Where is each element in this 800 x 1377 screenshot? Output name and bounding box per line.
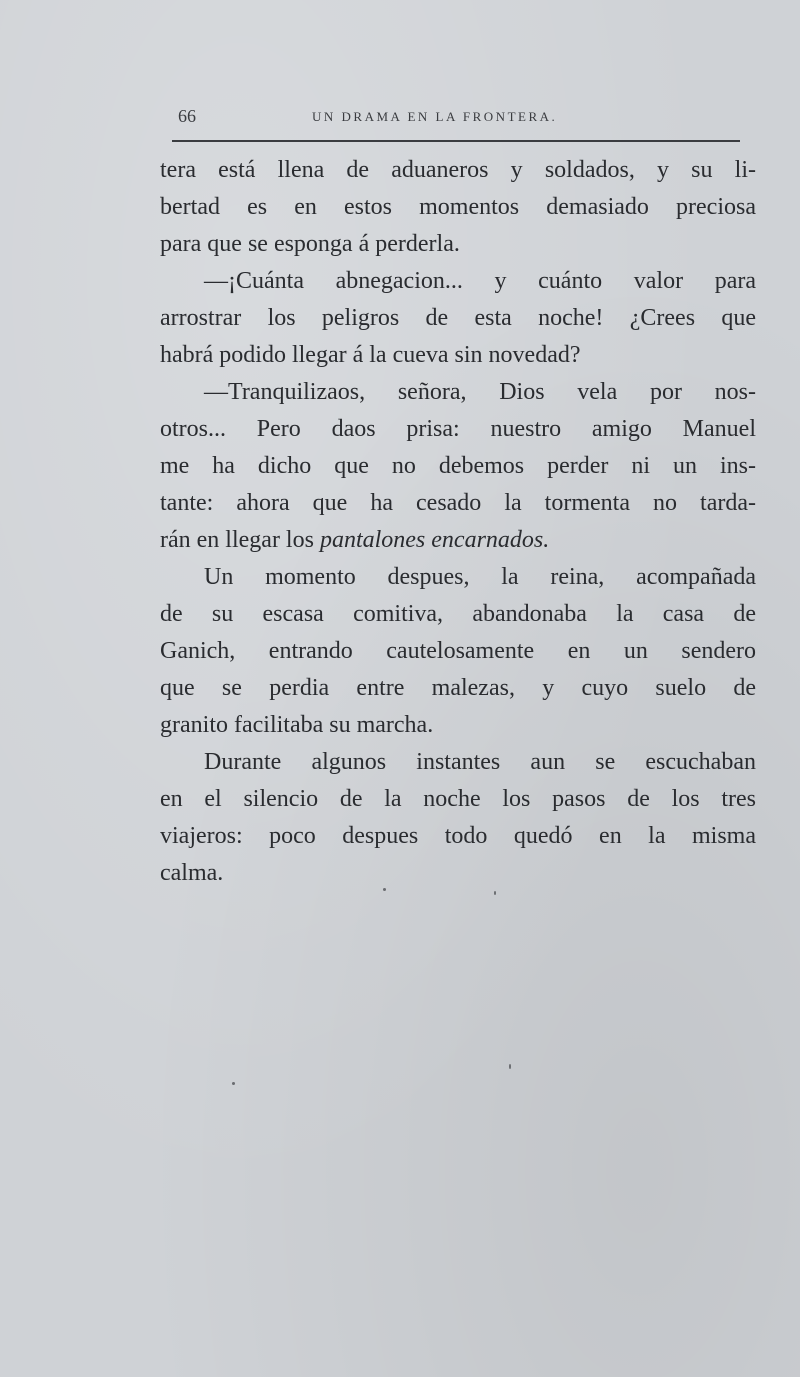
text-line: otros... Pero daos prisa: nuestro amigo Manuel [160,416,756,442]
text-line [160,522,756,559]
text-line: para que se esponga á perderla. [160,231,460,257]
text-line: Ganich, entrando cautelosamente en un sendero [160,638,756,664]
paper-speck [232,1082,235,1085]
paper-speck [383,888,386,891]
running-title: UN DRAMA EN LA FRONTERA. [312,109,558,124]
text-line: arrostrar los peligros de esta noche! ¿Crees que [160,305,756,331]
text-line: me ha dicho que no debemos perder ni un ins- [160,453,756,479]
text-line: Durante algunos instantes aun se escuchaban [204,749,756,775]
text-line: en el silencio de la noche los pasos de los tres [160,786,756,812]
body-text [160,152,756,892]
text-line: bertad es en estos momentos demasiado preciosa [160,194,756,220]
paper-speck [509,1064,511,1069]
italic-phrase: pantalones encarnados. [319,527,550,553]
text-line: —¡Cuánta abnegacion... y cuánto valor para [204,268,756,294]
header-rule [172,140,740,142]
text-line: tera está llena de aduaneros y soldados, y su li- [160,157,756,183]
text-line: viajeros: poco despues todo quedó en la misma [160,823,756,849]
page-number: 66 [178,106,196,126]
text-line: que se perdia entre malezas, y cuyo suelo de [160,675,756,701]
running-head [178,106,738,132]
text-line: Un momento despues, la reina, acompañada [204,564,756,590]
text-line: habrá podido llegar á la cueva sin novedad? [160,342,581,368]
text-line: —Tranquilizaos, señora, Dios vela por nos- [204,379,756,405]
text-line: calma. [160,860,224,886]
text-line: tante: ahora que ha cesado la tormenta no tarda- [160,490,756,516]
text-line: de su escasa comitiva, abandonaba la casa de [160,601,756,627]
text-line: granito facilitaba su marcha. [160,712,434,738]
text-line-start: rán en llegar los [160,527,314,553]
paper-speck [494,891,496,895]
